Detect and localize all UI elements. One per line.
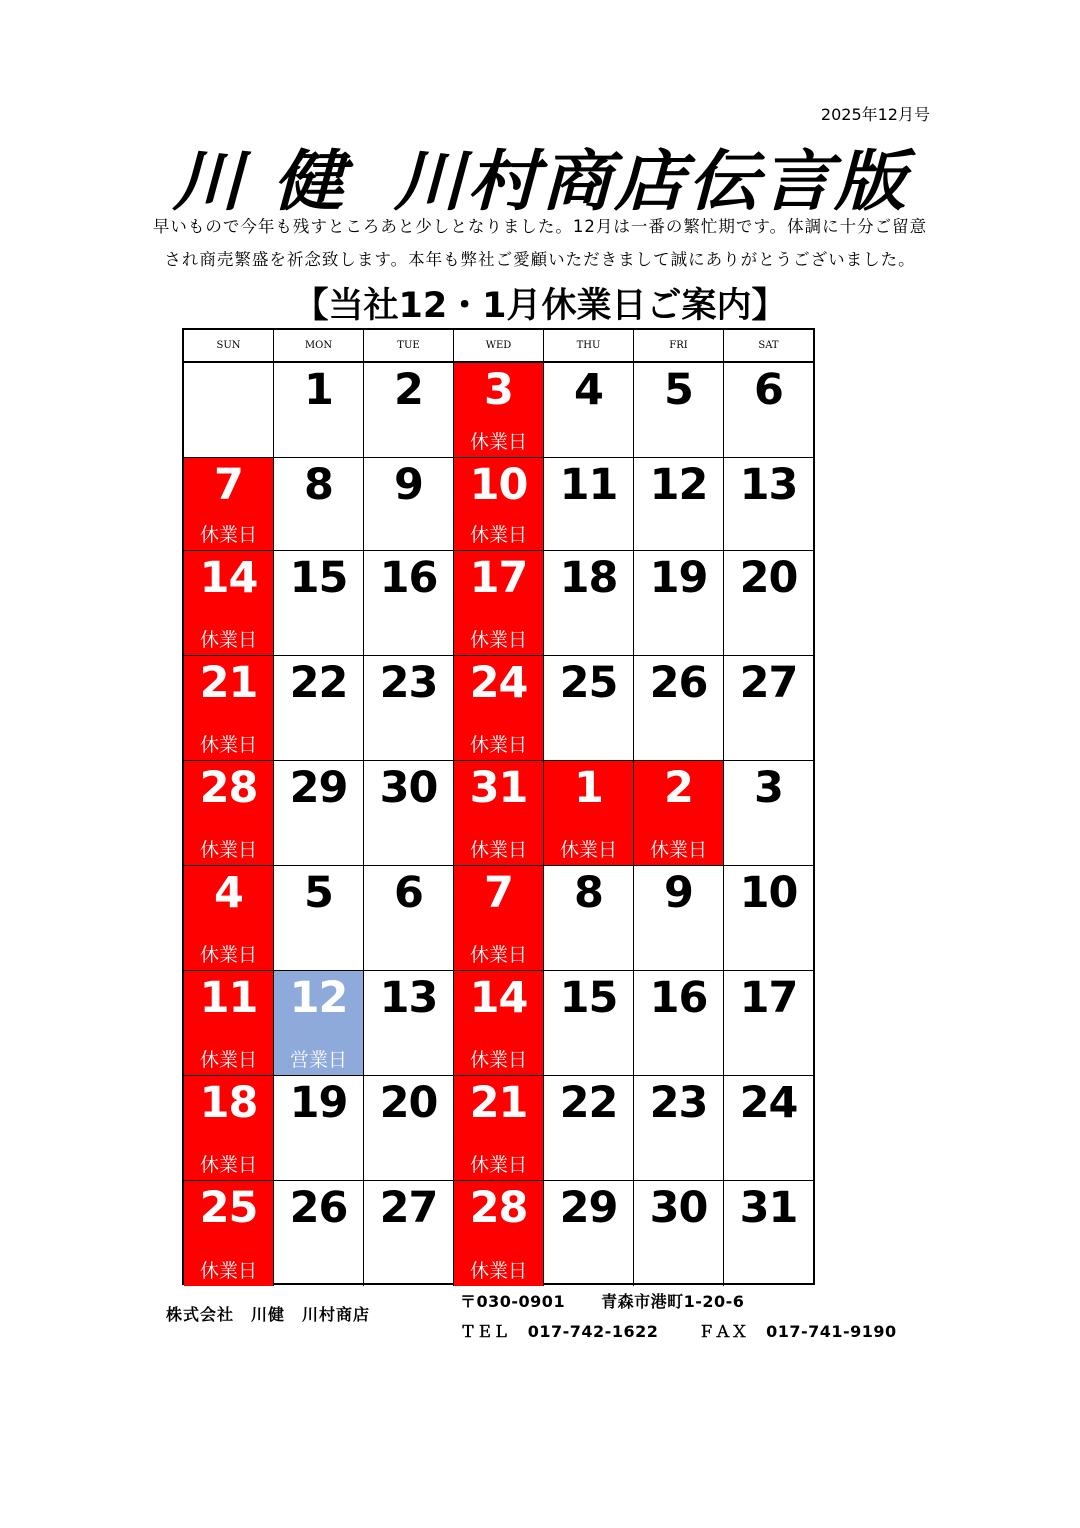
day-number: 5 <box>304 868 333 918</box>
day-number: 31 <box>739 1183 798 1233</box>
calendar-day-cell-normal <box>544 458 634 550</box>
weekday-wed: WED <box>454 330 544 361</box>
day-number: 16 <box>649 973 708 1023</box>
day-number: 27 <box>739 658 798 708</box>
calendar-day-cell-holiday <box>544 761 634 865</box>
day-number: 6 <box>754 365 783 415</box>
weekday-mon: MON <box>274 330 364 361</box>
calendar-day-cell-normal <box>724 866 813 970</box>
issue-date: 2025年12月号 <box>820 105 930 124</box>
calendar-day-cell-normal <box>364 1181 454 1286</box>
calendar-day-cell-normal <box>274 656 364 760</box>
day-number: 27 <box>379 1183 438 1233</box>
calendar-day-cell-normal <box>724 656 813 760</box>
day-number: 20 <box>379 1078 438 1128</box>
calendar-day-cell-normal <box>274 761 364 865</box>
holiday-label: 休業日 <box>469 1049 527 1071</box>
day-number: 1 <box>574 763 603 813</box>
holiday-calendar <box>182 328 815 1285</box>
holiday-label: 休業日 <box>199 1260 257 1282</box>
calendar-day-cell-normal <box>724 363 813 457</box>
day-number: 21 <box>199 658 258 708</box>
calendar-week-row <box>184 458 813 551</box>
calendar-week-row <box>184 656 813 761</box>
address-line <box>460 1289 744 1312</box>
day-number: 20 <box>739 553 798 603</box>
weekday-header-row <box>184 330 813 363</box>
day-number: 4 <box>574 365 603 415</box>
holiday-label: 休業日 <box>469 839 527 861</box>
calendar-week-row <box>184 761 813 866</box>
day-number: 22 <box>559 1078 618 1128</box>
newsletter-title <box>0 128 1080 223</box>
day-number: 11 <box>559 460 618 510</box>
day-number: 23 <box>649 1078 708 1128</box>
day-number: 25 <box>559 658 618 708</box>
calendar-day-cell-holiday <box>184 1076 274 1180</box>
day-number: 15 <box>559 973 618 1023</box>
calendar-day-cell-normal <box>364 866 454 970</box>
calendar-week-row <box>184 551 813 656</box>
holiday-label: 休業日 <box>199 1049 257 1071</box>
calendar-day-cell-normal <box>724 458 813 550</box>
holiday-label: 休業日 <box>199 524 257 546</box>
calendar-day-cell-normal <box>364 761 454 865</box>
holiday-label: 休業日 <box>469 431 527 453</box>
calendar-day-cell-normal <box>724 1181 813 1286</box>
day-number: 30 <box>649 1183 708 1233</box>
weekday-sat: SAT <box>758 340 779 351</box>
day-number: 21 <box>469 1078 528 1128</box>
calendar-day-cell-normal <box>634 971 724 1075</box>
calendar-day-cell-holiday <box>184 971 274 1075</box>
day-number: 13 <box>379 973 438 1023</box>
holiday-label: 休業日 <box>469 1154 527 1176</box>
calendar-day-cell-normal <box>634 656 724 760</box>
calendar-day-cell-normal <box>724 1076 813 1180</box>
day-number: 4 <box>214 868 243 918</box>
calendar-day-cell-holiday <box>454 866 544 970</box>
holiday-label: 休業日 <box>199 629 257 651</box>
day-number: 3 <box>754 763 783 813</box>
calendar-day-cell-normal <box>544 971 634 1075</box>
calendar-day-cell-normal <box>634 1076 724 1180</box>
fax-number: 017-741-9190 <box>766 1322 897 1341</box>
day-number: 18 <box>559 553 618 603</box>
calendar-day-cell-holiday <box>454 363 544 457</box>
postal-code: 〒030-0901 <box>460 1292 566 1311</box>
company-logo: 川 健 <box>172 143 347 220</box>
calendar-day-cell-normal <box>184 363 274 457</box>
day-number: 31 <box>469 763 528 813</box>
calendar-day-cell-normal <box>544 656 634 760</box>
day-number: 2 <box>664 763 693 813</box>
message-line-2: され商売繁盛を祈念致します。本年も弊社ご愛顧いただきまして誠にありがとうございました。 <box>164 250 916 269</box>
day-number: 11 <box>199 973 258 1023</box>
day-number: 12 <box>289 973 348 1023</box>
calendar-day-cell-normal <box>274 866 364 970</box>
calendar-day-cell-normal <box>634 363 724 457</box>
holiday-label: 休業日 <box>469 629 527 651</box>
weekday-sun: SUN <box>184 330 274 361</box>
workday-label: 営業日 <box>289 1049 347 1071</box>
day-number: 9 <box>394 460 423 510</box>
day-number: 15 <box>289 553 348 603</box>
day-number: 24 <box>469 658 528 708</box>
holiday-heading: 【当社12・1月休業日ご案内】 <box>293 286 787 326</box>
weekday-fri: FRI <box>634 330 724 361</box>
calendar-day-cell-normal <box>544 866 634 970</box>
calendar-day-cell-holiday <box>454 1181 544 1286</box>
calendar-day-cell-normal <box>544 363 634 457</box>
day-number: 7 <box>214 460 243 510</box>
day-number: 19 <box>289 1078 348 1128</box>
calendar-day-cell-holiday <box>184 1181 274 1286</box>
calendar-day-cell-holiday <box>184 458 274 550</box>
calendar-day-cell-holiday <box>634 761 724 865</box>
contact-line <box>460 1319 897 1342</box>
day-number: 2 <box>394 365 423 415</box>
day-number: 8 <box>304 460 333 510</box>
holiday-label: 休業日 <box>649 839 707 861</box>
day-number: 23 <box>379 658 438 708</box>
calendar-day-cell-normal <box>724 971 813 1075</box>
calendar-day-cell-normal <box>274 551 364 655</box>
calendar-week-row <box>184 866 813 971</box>
day-number: 7 <box>484 868 513 918</box>
calendar-day-cell-holiday <box>454 656 544 760</box>
day-number: 6 <box>394 868 423 918</box>
holiday-label: 休業日 <box>559 839 617 861</box>
day-number: 19 <box>649 553 708 603</box>
day-number: 29 <box>559 1183 618 1233</box>
title-text: 川村商店伝言版 <box>393 143 908 220</box>
calendar-day-cell-holiday <box>184 866 274 970</box>
day-number: 12 <box>649 460 708 510</box>
calendar-day-cell-normal <box>364 656 454 760</box>
calendar-day-cell-normal <box>364 458 454 550</box>
day-number: 1 <box>304 365 333 415</box>
company-name: 株式会社 川健 川村商店 <box>166 1305 371 1324</box>
day-number: 28 <box>199 763 258 813</box>
day-number: 3 <box>484 365 513 415</box>
holiday-label: 休業日 <box>199 944 257 966</box>
calendar-day-cell-holiday <box>184 551 274 655</box>
calendar-day-cell-normal <box>544 551 634 655</box>
day-number: 18 <box>199 1078 258 1128</box>
weekday-thu: THU <box>544 330 634 361</box>
day-number: 28 <box>469 1183 528 1233</box>
calendar-day-cell-normal <box>364 551 454 655</box>
day-number: 14 <box>469 973 528 1023</box>
calendar-day-cell-normal <box>724 761 813 865</box>
calendar-day-cell-normal <box>634 1181 724 1286</box>
holiday-label: 休業日 <box>469 524 527 546</box>
calendar-day-cell-holiday <box>454 551 544 655</box>
calendar-day-cell-holiday <box>184 656 274 760</box>
day-number: 25 <box>199 1183 258 1233</box>
day-number: 10 <box>469 460 528 510</box>
calendar-day-cell-normal <box>634 866 724 970</box>
day-number: 26 <box>649 658 708 708</box>
day-number: 10 <box>739 868 798 918</box>
calendar-day-cell-holiday <box>454 1076 544 1180</box>
street-address: 青森市港町1-20-6 <box>601 1292 745 1311</box>
day-number: 13 <box>739 460 798 510</box>
calendar-day-cell-holiday <box>454 971 544 1075</box>
calendar-day-cell-normal <box>724 551 813 655</box>
day-number: 29 <box>289 763 348 813</box>
calendar-day-cell-holiday <box>184 761 274 865</box>
calendar-body <box>184 363 813 1286</box>
day-number: 26 <box>289 1183 348 1233</box>
day-number: 9 <box>664 868 693 918</box>
calendar-day-cell-normal <box>364 363 454 457</box>
calendar-day-cell-normal <box>634 551 724 655</box>
calendar-day-cell-normal <box>544 1076 634 1180</box>
tel-number: 017-742-1622 <box>527 1322 659 1341</box>
day-number: 8 <box>574 868 603 918</box>
calendar-day-cell-normal <box>364 971 454 1075</box>
calendar-week-row <box>184 1181 813 1286</box>
calendar-day-cell-normal <box>364 1076 454 1180</box>
day-number: 24 <box>739 1078 798 1128</box>
calendar-week-row <box>184 971 813 1076</box>
weekday-tue: TUE <box>364 330 454 361</box>
day-number: 17 <box>469 553 528 603</box>
calendar-day-cell-normal <box>274 1076 364 1180</box>
calendar-day-cell-holiday <box>454 458 544 550</box>
calendar-day-cell-normal <box>274 458 364 550</box>
holiday-label: 休業日 <box>199 1154 257 1176</box>
day-number: 22 <box>289 658 348 708</box>
holiday-label: 休業日 <box>469 944 527 966</box>
greeting-message <box>110 210 970 276</box>
calendar-day-cell-holiday <box>454 761 544 865</box>
tel-label: ＴＥＬ <box>460 1322 510 1341</box>
calendar-day-cell-normal <box>274 1181 364 1286</box>
holiday-label: 休業日 <box>469 1260 527 1282</box>
calendar-day-cell-workday <box>274 971 364 1075</box>
calendar-day-cell-normal <box>634 458 724 550</box>
calendar-day-cell-normal <box>274 363 364 457</box>
holiday-label: 休業日 <box>469 734 527 756</box>
day-number: 17 <box>739 973 798 1023</box>
calendar-week-row <box>184 363 813 458</box>
day-number: 5 <box>664 365 693 415</box>
calendar-week-row <box>184 1076 813 1181</box>
day-number: 30 <box>379 763 438 813</box>
fax-label: ＦＡＸ <box>698 1322 748 1341</box>
message-line-1: 早いもので今年も残すところあと少しとなりました。12月は一番の繁忙期です。体調に十分ご留意 <box>152 217 928 236</box>
day-number: 14 <box>199 553 258 603</box>
calendar-day-cell-normal <box>544 1181 634 1286</box>
day-number: 16 <box>379 553 438 603</box>
holiday-label: 休業日 <box>199 734 257 756</box>
holiday-label: 休業日 <box>199 839 257 861</box>
